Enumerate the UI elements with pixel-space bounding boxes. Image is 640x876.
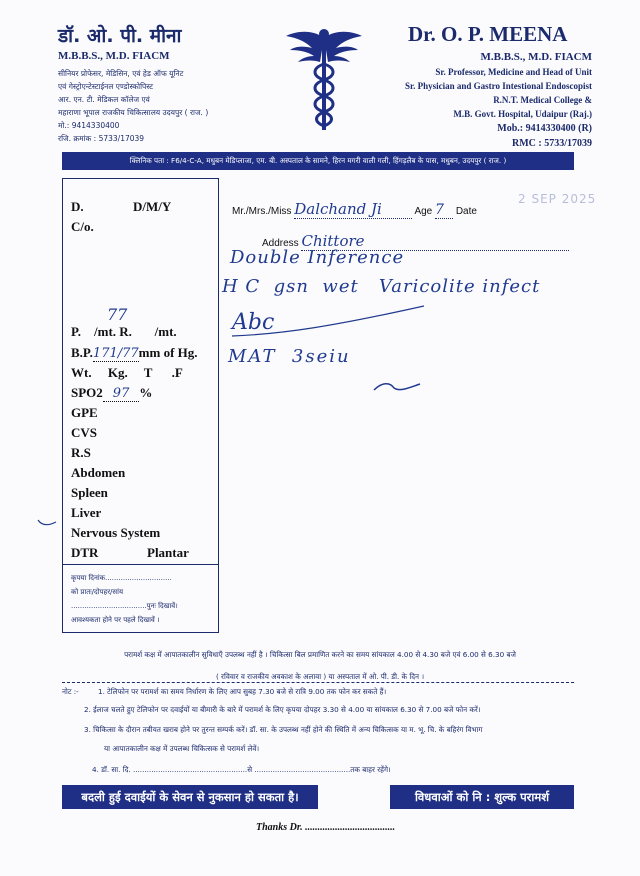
pulse-value: 77 [107, 305, 128, 324]
spo2-row [71, 385, 152, 401]
note-2: 2. ईलाज चलते हुए टेलिफोन पर दवाईयों या बीमारी के बारे में परामर्श के लिए कृपया दोपहर 3.30 से 4.00 या सांयकाल 6.30 से 7.00 बजे फोन करें। [84, 705, 481, 714]
followup-box [71, 571, 178, 627]
header-left-line4: महाराणा भूपाल राजकीय चिकित्सालय उदयपुर ( राज. ) [58, 108, 209, 117]
bp-unit: mm of Hg. [138, 345, 198, 360]
followup-line4: आवश्यकता होने पर पहले दिखावें । [71, 616, 160, 624]
header-right-line4: M.B. Govt. Hospital, Udaipur (Raj.) [453, 109, 592, 119]
exam-gpe: GPE [71, 405, 98, 420]
free-consult-banner: विधवाओं को नि : शुल्क परामर्श [390, 785, 574, 809]
followup-line3: ..................................पुनः दिखावें। [71, 602, 178, 610]
patient-name-value: Dalchand Ji [294, 200, 412, 219]
co-label: C/o. [71, 219, 94, 234]
header-left-reg: रजि. क्रमांक : 5733/17039 [58, 134, 145, 143]
header-left-line2: एवं गेस्ट्रोएन्टेस्टाईनल एण्डोस्कोपिस्ट [58, 82, 153, 91]
rx-note-line3: Abc [232, 310, 275, 335]
doctor-name-english: Dr. O. P. MEENA [408, 22, 568, 46]
exam-spleen: Spleen [71, 485, 108, 500]
clinic-address-band: क्लिनिक पता : F6/4-C-A, मधुबन मेडिप्लाजा, एम. बी. अस्पताल के सामने, हिरन मगरी वाली गली, हिंगड़लैब के पास, मधुबन, उदयपुर ( राज. ) [62, 152, 574, 170]
exam-rs: R.S [71, 445, 91, 460]
vitals-panel [62, 178, 219, 633]
header-right-mobile: Mob.: 9414330400 (R) [497, 123, 592, 134]
followup-line1: कृपया दिनांक.............................. [71, 574, 172, 582]
plantar-label: Plantar [147, 545, 189, 560]
header-right-details [405, 50, 592, 151]
bp-value: 171/77 [92, 346, 139, 361]
dtr-label: DTR [71, 545, 99, 560]
date-stamp: 2 SEP 2025 [518, 192, 597, 206]
dmy-label: D/M/Y [133, 199, 172, 214]
handwriting-strokes [224, 296, 604, 416]
caduceus-logo-icon [284, 24, 364, 136]
patient-name-row [232, 200, 477, 219]
exam-cvs: CVS [71, 425, 98, 440]
name-label: Mr./Mrs./Miss [232, 206, 292, 217]
header-right-line3: R.N.T. Medical College & [493, 95, 592, 105]
degrees-left: M.B.B.S., M.D. FIACM [58, 50, 170, 62]
spo2-label: SPO2 [71, 385, 103, 400]
rx-note-line4: MAT 3seiu [228, 346, 351, 367]
address-label: Address [262, 238, 299, 249]
header-right-rmc: RMC : 5733/17039 [512, 138, 592, 149]
rx-note-line2: H C gsn wet Varicolite infect [222, 276, 541, 297]
header-left-line1: सीनियर प्रोफेसर, मेडिसिन, एवं हेड ऑफ यूनिट [58, 69, 184, 78]
d-label: D. [71, 199, 84, 214]
exam-abdomen: Abdomen [71, 465, 126, 480]
note-1: 1. टेलिफोन पर परामर्श का समय निर्धारण के लिए आप सुबह 7.30 बजे से रात्रि 9.00 तक फोन कर सकते हैं। [98, 687, 387, 696]
pulse-rate-line: P. /mt. R. /mt. [71, 324, 177, 339]
exam-liver: Liver [71, 505, 102, 520]
degrees-right: M.B.B.S., M.D. FIACM [480, 51, 592, 63]
spo2-unit: % [139, 385, 153, 400]
weight-temp-line: Wt. Kg. T .F [71, 365, 183, 380]
note-4: 4. डॉ. सा. दि. ..................................................से ..........................................तक बाहर रहेंगे। [92, 765, 391, 774]
header-left-details [58, 67, 208, 145]
followup-divider [63, 564, 218, 565]
margin-tick-mark [36, 516, 60, 528]
consult-notice-line2: ( रविवार व राजकीय अवकाश के अलावा ) या अस्पताल में ओ. पी. डी. के दिन । [215, 672, 425, 681]
consult-notice-line1: परामर्श कक्ष में आपातकालीन सुविधाएँ उपलब्ध नहीं है । चिकित्सा बिल प्रमाणित करने का समय सांयकाल 4.00 से 4.30 बजे एवं 6.00 से 6.30 बजे [124, 650, 516, 659]
note-3a: 3. चिकित्सा के दौरान तबीयत खराब होने पर तुरन्त सम्पर्क करें। डॉ. सा. के उपलब्ध नहीं होने की स्थिति में अन्य चिकित्सक या म. भू. चि. के बहिरंग विभाग [84, 725, 483, 734]
age-label: Age [414, 206, 433, 217]
exam-nervous-system: Nervous System [71, 525, 161, 540]
date-label: Date [455, 206, 477, 217]
notes-label: नोट :- [62, 687, 79, 696]
age-value: 7 [435, 202, 453, 219]
thanks-line: Thanks Dr. .................................... [256, 822, 396, 833]
header-left-line3: आर. एन. टी. मेडिकल कॉलेज एवं [58, 95, 150, 104]
doctor-name-hindi: डॉ. ओ. पी. मीना [58, 25, 182, 47]
header-right-line2: Sr. Physician and Gastro Intestional Endoscopist [404, 81, 592, 91]
warning-banner: बदली हुई दवाईयों के सेवन से नुकसान हो सकता है। [62, 785, 318, 809]
rx-note-line1: Double Inference [230, 247, 405, 268]
address-value: Chittore [301, 232, 569, 251]
spo2-value: 97 [103, 386, 140, 402]
bp-row [71, 345, 198, 361]
header-right-line1: Sr. Professor, Medicine and Head of Unit [435, 67, 592, 77]
bp-label: B.P. [71, 345, 93, 360]
followup-line2: को प्रातः/दोपहर/सांय [71, 588, 124, 596]
note-3b: या आपातकालीन कक्ष में उपलब्ध चिकित्सक से परामर्श लेवें। [104, 744, 260, 753]
header-left-mobile: मो.: 9414330400 [58, 121, 120, 130]
notice-divider [62, 682, 574, 683]
